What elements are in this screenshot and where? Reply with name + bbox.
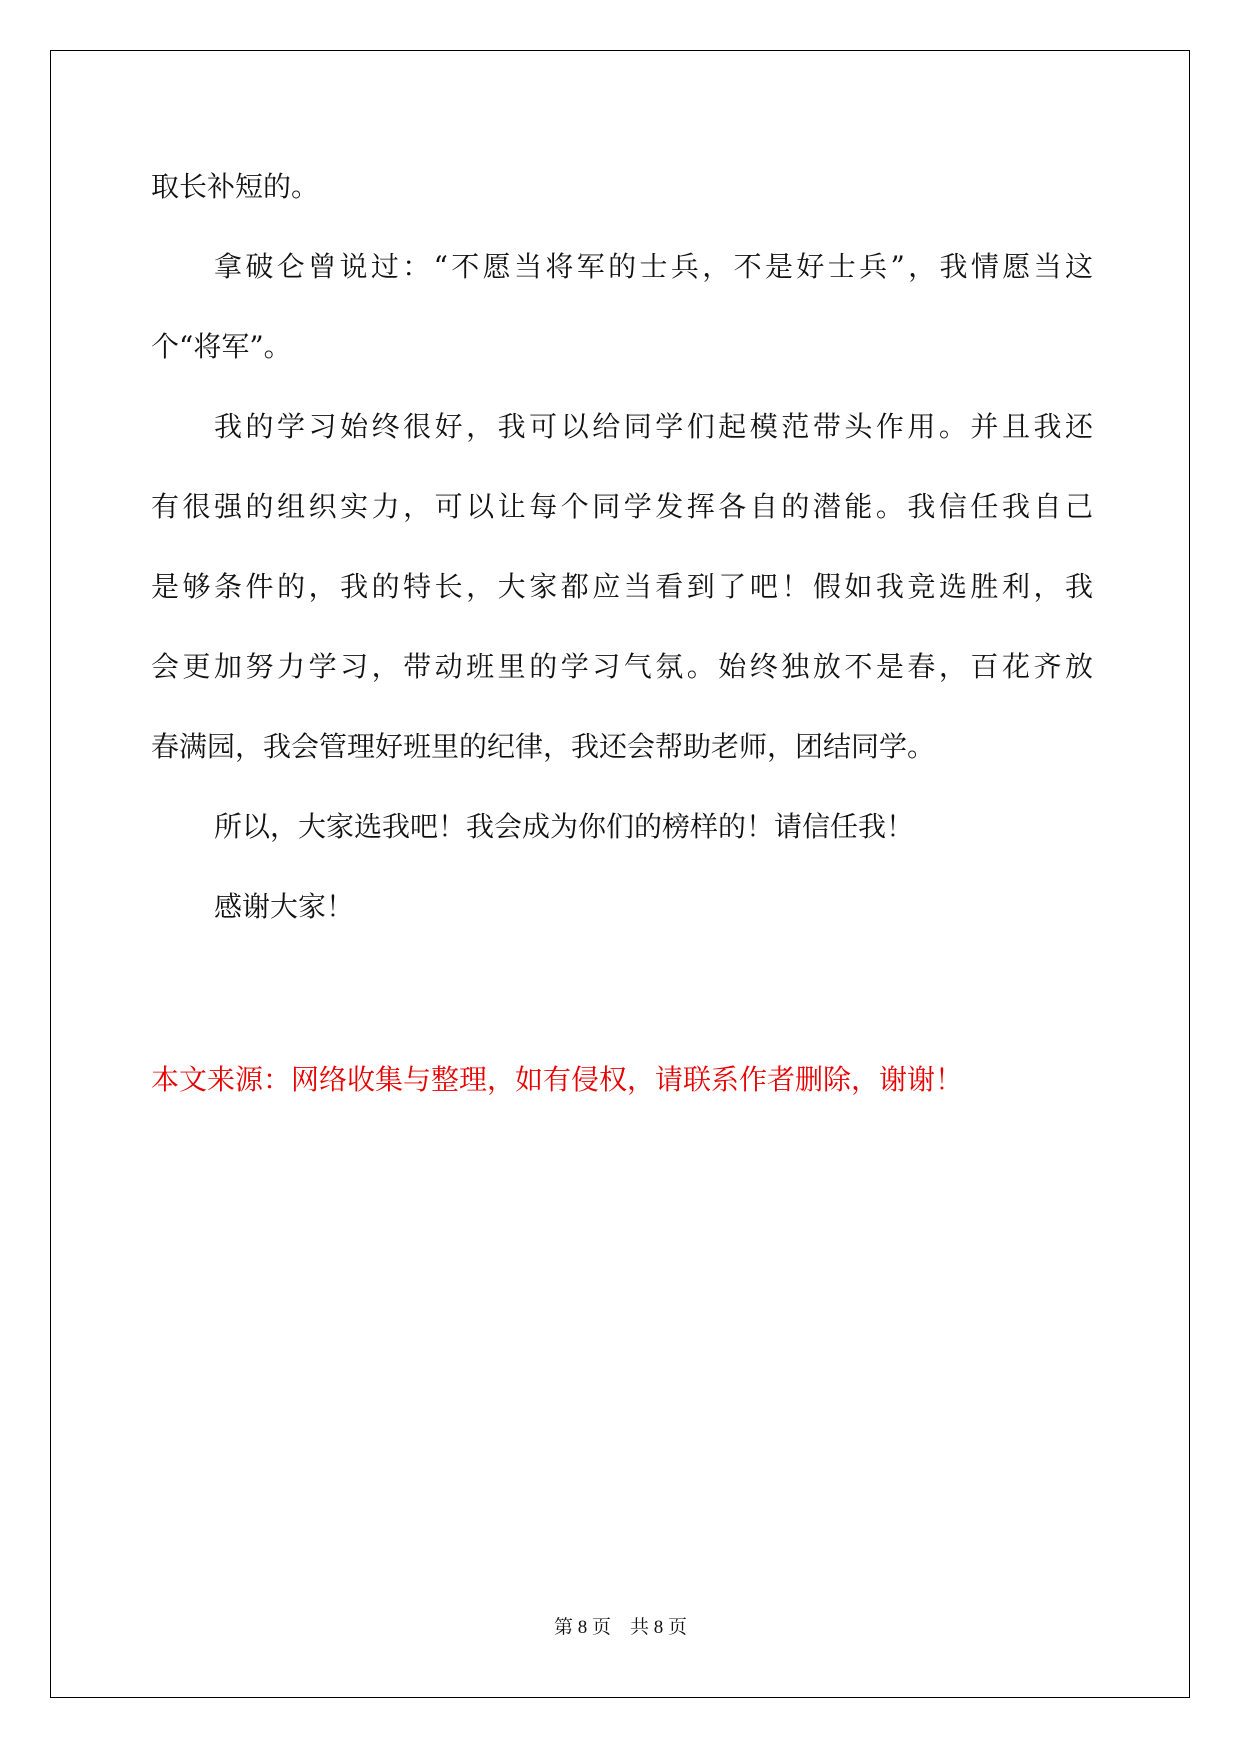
- source-note: 本文来源：网络收集与整理，如有侵权，请联系作者删除，谢谢！: [151, 1063, 964, 1096]
- text-line: 我的学习始终很好，我可以给同学们起模范带头作用。并且我还: [214, 410, 1093, 443]
- text-line: 春满园，我会管理好班里的纪律，我还会帮助老师，团结同学。: [151, 730, 936, 763]
- text-line: 个“将军”。: [151, 330, 292, 363]
- text-line: 取长补短的。: [151, 170, 320, 203]
- page-number: 第 8 页 共 8 页: [553, 1617, 687, 1638]
- text-line: 是够条件的，我的特长，大家都应当看到了吧！假如我竞选胜利，我: [151, 570, 1093, 603]
- document-body: [151, 162, 1093, 962]
- text-line: 拿破仑曾说过：“不愿当将军的士兵，不是好士兵”，我情愿当这: [214, 250, 1093, 283]
- text-line: 所以，大家选我吧！我会成为你们的榜样的！请信任我！: [214, 810, 915, 843]
- text-line: 有很强的组织实力，可以让每个同学发挥各自的潜能。我信任我自己: [151, 490, 1093, 523]
- text-line: 会更加努力学习，带动班里的学习气氛。始终独放不是春，百花齐放: [151, 650, 1093, 683]
- text-line: 感谢大家！: [214, 890, 355, 923]
